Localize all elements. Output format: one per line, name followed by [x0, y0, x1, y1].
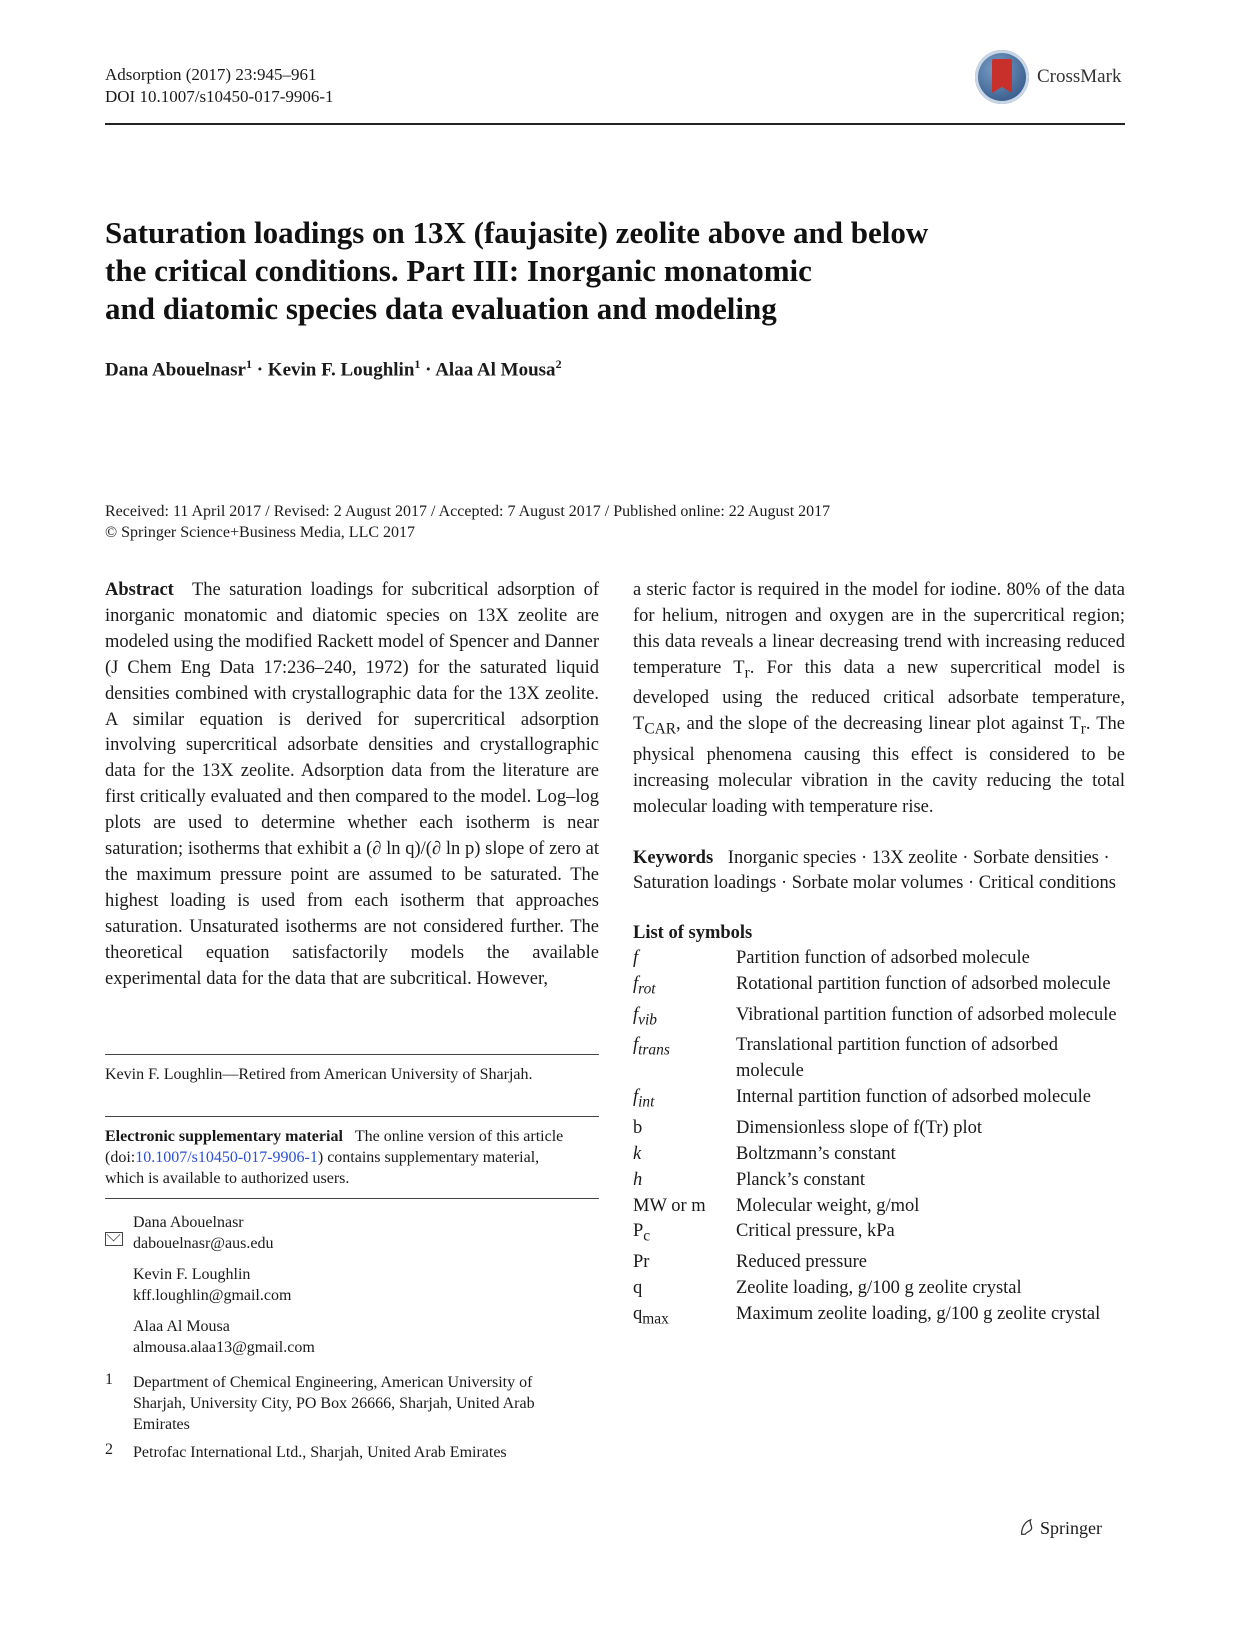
- symbol-row: [633, 1142, 1125, 1168]
- title-line-1: Saturation loadings on 13X (faujasite) zeolite above and below: [105, 215, 929, 250]
- journal-line: Adsorption (2017) 23:945–961: [105, 65, 317, 84]
- esm-text-2: ) contains supplementary material, which is available to authorized users.: [105, 1149, 540, 1187]
- journal-citation: [105, 64, 334, 108]
- symbol-main: f: [633, 974, 639, 995]
- symbol-row: [633, 1033, 1125, 1085]
- contact-item: [133, 1316, 573, 1358]
- symbol-row: [633, 1302, 1125, 1333]
- contact-item: [133, 1264, 573, 1306]
- affiliation-2-number: 2: [105, 1441, 113, 1458]
- symbol-subscript: max: [642, 1310, 669, 1328]
- symbol-main: Pr: [633, 1252, 650, 1273]
- copyright-line: © Springer Science+Business Media, LLC 2017: [105, 524, 416, 541]
- abstract-continued: [633, 578, 1125, 821]
- symbol-term: [633, 1142, 736, 1168]
- author-list: [105, 357, 562, 381]
- symbols-list: [633, 946, 1125, 1332]
- symbol-description: Vibrational partition function of adsorbed molecule: [736, 1004, 1117, 1025]
- symbol-main: f: [633, 1004, 639, 1025]
- symbol-subscript: c: [643, 1228, 651, 1246]
- crossmark-badge[interactable]: [975, 50, 1125, 110]
- symbol-term: [633, 1302, 736, 1333]
- symbol-term: [633, 1219, 736, 1250]
- tcar-subscript: CAR: [644, 720, 676, 738]
- symbol-main: q: [633, 1303, 643, 1324]
- symbol-description: Maximum zeolite loading, g/100 g zeolite crystal: [736, 1303, 1101, 1324]
- symbol-description: Rotational partition function of adsorbed molecule: [736, 974, 1111, 995]
- left-column: [105, 578, 599, 993]
- symbol-row: [633, 1276, 1125, 1302]
- right-column: [633, 578, 1125, 1332]
- author-2-affiliation: 1: [414, 357, 421, 371]
- contact-email[interactable]: kff.loughlin@gmail.com: [133, 1287, 292, 1304]
- affiliation-1-number: 1: [105, 1371, 113, 1388]
- contact-name: Dana Abouelnasr: [133, 1214, 244, 1231]
- symbol-main: f: [633, 1087, 639, 1108]
- affiliation-2: Petrofac International Ltd., Sharjah, United Arab Emirates: [133, 1444, 507, 1461]
- symbol-row: [633, 1168, 1125, 1194]
- symbol-subscript: rot: [638, 980, 656, 998]
- footnote-rule: [105, 1116, 599, 1117]
- symbol-term: [633, 972, 736, 1003]
- abstract-text-left: The saturation loadings for subcritical adsorption of inorganic monatomic and diatomic species on 13X zeolite are modeled using the modified Rackett model of Spencer and Danner (J Chem Eng Data 17:236–240, 1972) for the saturated liquid densities combined with crystallographic data for the 13X zeolite. A similar equation is derived for supercritical adsorption involving supercritical adsorbate densities and crystallographic data for the 13X zeolite. Adsorption data from the literature are first critically evaluated and then compared to the model. Log–log plots are used to determine whether each isotherm is near saturation; isotherms that exhibit a (∂ ln q)/(∂ ln p) slope of zero at the maximum pressure point are assumed to be saturated. The highest loading is used from each isotherm that approaches saturation. Unsaturated isotherms are not considered further. The theoretical equation satisfactorily models the available experimental data for the data that are subcritical. However,: [105, 580, 599, 989]
- abstract-text-right-1: a steric factor is required in the model for iodine. 80% of the data for helium, nitrogen and oxygen are in the supercritical region; this data reveals a linear decreasing trend with increasing reduced temperature T: [633, 580, 1125, 678]
- publisher-logo-text: Springer: [1040, 1518, 1102, 1538]
- title-line-3: and diatomic species data evaluation and modeling: [105, 291, 777, 326]
- symbol-row: [633, 1219, 1125, 1250]
- author-3[interactable]: Alaa Al Mousa: [435, 359, 556, 381]
- keywords-label: Keywords: [633, 847, 714, 868]
- author-1-affiliation: 1: [245, 357, 252, 371]
- contact-email[interactable]: dabouelnasr@aus.edu: [133, 1235, 274, 1252]
- symbol-row: [633, 1085, 1125, 1116]
- symbol-term: [633, 1194, 736, 1220]
- symbol-term: [633, 1085, 736, 1116]
- esm-text-1: The online version of this article (doi:: [105, 1128, 564, 1166]
- crossmark-label: CrossMark: [1037, 66, 1122, 87]
- keywords-paragraph: [633, 846, 1125, 898]
- esm-label: Electronic supplementary material: [105, 1128, 343, 1145]
- symbol-main: q: [633, 1277, 643, 1298]
- tr-subscript: r: [1080, 720, 1086, 738]
- article-dates: [105, 501, 1105, 543]
- symbol-row: [633, 1116, 1125, 1142]
- symbol-description: Critical pressure, kPa: [736, 1221, 895, 1242]
- esm-doi-link[interactable]: 10.1007/s10450-017-9906-1: [135, 1149, 318, 1166]
- envelope-icon: [105, 1232, 123, 1246]
- author-separator: ·: [420, 359, 436, 381]
- retired-note: Kevin F. Loughlin—Retired from American University of Sharjah.: [105, 1066, 533, 1083]
- abstract-text-right-4: . The physical phenomena causing this effect is considered to be increasing molecular vibration in the cavity reducing the total molecular loading with temperature rise.: [633, 714, 1125, 817]
- symbol-main: b: [633, 1117, 643, 1138]
- symbol-description: Partition function of adsorbed molecule: [736, 948, 1030, 969]
- symbol-main: MW or m: [633, 1195, 706, 1216]
- abstract-paragraph: [105, 578, 599, 993]
- symbol-description: Reduced pressure: [736, 1252, 867, 1273]
- keywords-text: Inorganic species · 13X zeolite · Sorbate densities · Saturation loadings · Sorbate molar volumes · Critical conditions: [633, 847, 1116, 894]
- symbol-subscript: vib: [638, 1011, 657, 1029]
- symbol-row: [633, 1003, 1125, 1034]
- symbol-subscript: trans: [638, 1042, 670, 1060]
- symbol-main: P: [633, 1221, 644, 1242]
- symbol-row: [633, 1194, 1125, 1220]
- symbol-row: [633, 1250, 1125, 1276]
- contact-list: [133, 1212, 573, 1358]
- doi-line: DOI 10.1007/s10450-017-9906-1: [105, 87, 334, 106]
- header-rule: [105, 123, 1125, 125]
- symbol-subscript: int: [638, 1093, 655, 1111]
- symbol-term: [633, 946, 736, 972]
- symbol-main: h: [633, 1169, 643, 1190]
- symbol-description: Internal partition function of adsorbed molecule: [736, 1087, 1091, 1108]
- symbol-term: [633, 1276, 736, 1302]
- contact-item: [133, 1212, 573, 1254]
- symbol-term: [633, 1116, 736, 1142]
- history-line: Received: 11 April 2017 / Revised: 2 August 2017 / Accepted: 7 August 2017 / Published online: 22 August 2017: [105, 503, 831, 520]
- symbol-row: [633, 946, 1125, 972]
- contact-name: Alaa Al Mousa: [133, 1318, 230, 1335]
- symbol-term: [633, 1250, 736, 1276]
- title-line-2: the critical conditions. Part III: Inorganic monatomic: [105, 253, 812, 288]
- abstract-label: Abstract: [105, 580, 174, 600]
- contact-email[interactable]: almousa.alaa13@gmail.com: [133, 1339, 315, 1356]
- symbol-main: f: [633, 948, 639, 969]
- author-1[interactable]: Dana Abouelnasr: [105, 359, 246, 381]
- footnote-rule: [105, 1198, 599, 1199]
- esm-note: [105, 1126, 565, 1189]
- author-3-affiliation: 2: [555, 357, 562, 371]
- symbol-description: Boltzmann’s constant: [736, 1143, 896, 1164]
- symbol-description: Planck’s constant: [736, 1169, 865, 1190]
- symbol-description: Dimensionless slope of f(Tr) plot: [736, 1117, 982, 1138]
- article-title: [105, 214, 1005, 328]
- symbol-description: Molecular weight, g/mol: [736, 1195, 920, 1216]
- symbol-description: Zeolite loading, g/100 g zeolite crystal: [736, 1277, 1022, 1298]
- author-2[interactable]: Kevin F. Loughlin: [267, 359, 415, 381]
- symbol-term: [633, 1168, 736, 1194]
- symbols-heading: List of symbols: [633, 923, 753, 944]
- springer-horse-icon: [1018, 1518, 1036, 1536]
- author-separator: ·: [251, 359, 268, 381]
- symbol-term: [633, 1003, 736, 1034]
- symbol-term: [633, 1033, 736, 1085]
- symbol-description: Translational partition function of adsorbed molecule: [736, 1035, 1058, 1082]
- tr-subscript: r: [744, 664, 750, 682]
- symbol-main: k: [633, 1143, 642, 1164]
- affiliation-1: Department of Chemical Engineering, American University of Sharjah, University City, PO Box 26666, Sharjah, United Arab Emirates: [133, 1374, 535, 1433]
- symbol-main: f: [633, 1035, 639, 1056]
- contact-name: Kevin F. Loughlin: [133, 1266, 251, 1283]
- symbol-row: [633, 972, 1125, 1003]
- abstract-text-right-3: , and the slope of the decreasing linear plot against T: [676, 714, 1081, 735]
- abstract-text-right-2: . For this data a new supercritical model is developed using the reduced critical adsorbate temperature, T: [633, 657, 1126, 735]
- footnote-rule: [105, 1054, 599, 1055]
